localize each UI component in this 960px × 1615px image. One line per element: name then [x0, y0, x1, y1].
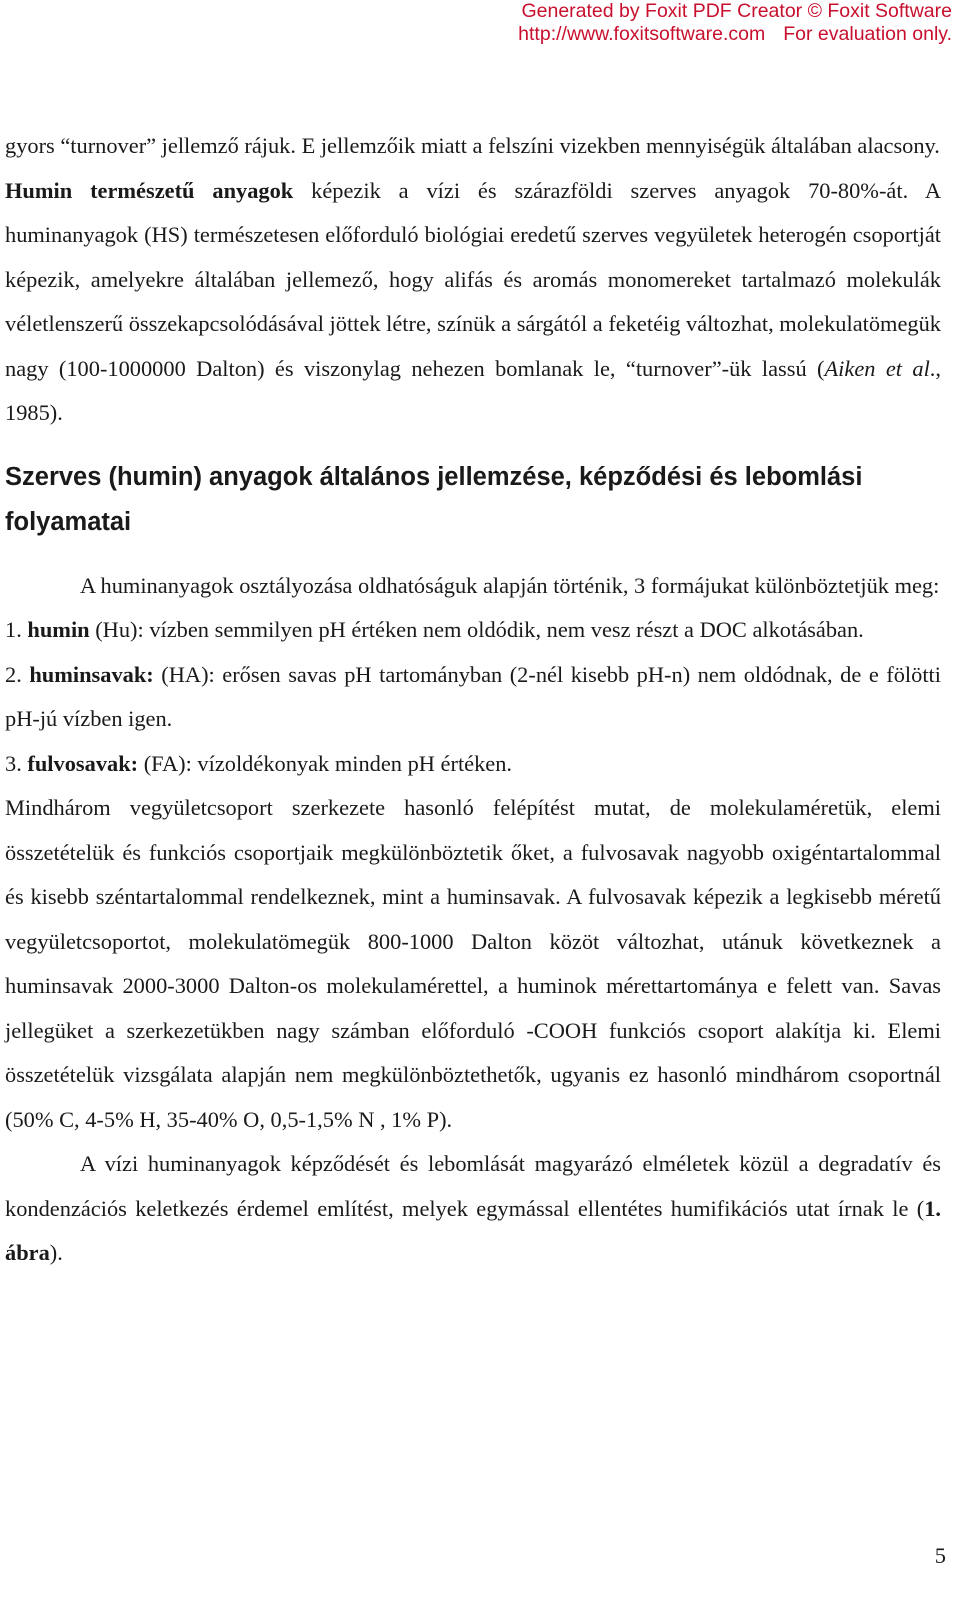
structure-paragraph: Mindhárom vegyületcsoport szerkezete hasonló felépítést mutat, de molekulaméretük, elemi összetételük és funkciós csoportjaik megkülönböztetik őket, a fulvosavak nagyobb oxigéntartalommal és kisebb széntartalommal rendelkeznek, mint a huminsavak. A fulvosavak képezik a legkisebb méretű vegyületcsoportot, molekulatömegük 800-1000 Dalton közöt változhat, utánuk következnek a huminsavak 2000-3000 Dalton-os molekulamérettel, a huminok mérettartománya e felett van. Savas jellegüket a szerkezetükben nagy számban előforduló -COOH funkciós csoport alakítja ki. Elemi összetételük vizsgálata alapján nem megkülönböztethetők, ugyanis ez hasonló mindhárom csoportnál (50% C, 4-5% H, 35-40% O, 0,5-1,5% N , 1% P). [5, 795, 941, 1132]
list-item-term: huminsavak: [29, 661, 154, 687]
watermark-line-1: Generated by Foxit PDF Creator © Foxit Software [521, 0, 952, 22]
citation-authors: Aiken et al [824, 355, 930, 381]
theories-paragraph [5, 1142, 941, 1276]
page-number: 5 [934, 1543, 946, 1568]
list-item-fulvosavak [5, 742, 941, 787]
intro-paragraph-2 [5, 169, 941, 436]
watermark-eval: For evaluation only. [783, 23, 952, 45]
list-item-humin [5, 608, 941, 653]
list-item-number: 3. [5, 750, 28, 776]
list-item-text: (FA): vízoldékonyak minden pH értéken. [138, 750, 513, 776]
classification-paragraph: A huminanyagok osztályozása oldhatóságuk alapján történik, 3 formájukat különböztetjük meg: [80, 572, 940, 598]
foxit-watermark [518, 0, 952, 46]
intro-paragraph-1: gyors “turnover” jellemző rájuk. E jellemzőik miatt a felszíni vizekben mennyiségük általában alacsony. [5, 133, 940, 158]
page-body [5, 124, 941, 1276]
watermark-line-2 [518, 23, 952, 46]
watermark-url: http://www.foxitsoftware.com [518, 23, 766, 45]
list-item-text: (HA): erősen savas pH tartományban (2-nél kisebb pH-n) nem oldódnak, de e fölötti pH-jú vízben igen. [5, 661, 941, 731]
section-heading: Szerves (humin) anyagok általános jellemzése, képződési és lebomlási folyamatai [5, 462, 863, 536]
theories-text-end: ). [49, 1240, 63, 1265]
list-item-huminsavak [5, 653, 941, 742]
list-item-number: 2. [5, 661, 30, 687]
list-item-number: 1. [5, 617, 28, 642]
list-item-term: humin [27, 617, 90, 642]
figure-reference: 1. ábra [5, 1195, 941, 1265]
citation-year: ., 1985). [5, 355, 941, 425]
list-item-term: fulvosavak: [27, 750, 139, 776]
humin-term: Humin természetű anyagok [5, 177, 294, 203]
list-item-text: (Hu): vízben semmilyen pH értéken nem oldódik, nem vesz részt a DOC alkotásában. [89, 617, 864, 642]
theories-text: A vízi huminanyagok képződését és lebomlását magyarázó elméletek közül a degradatív és kondenzációs keletkezés érdemel említést, melyek egymással ellentétes humifikációs utat írnak le ( [5, 1151, 941, 1221]
intro-paragraph-2-text: képezik a vízi és szárazföldi szerves anyagok 70-80%-át. A huminanyagok (HS) természetesen előforduló biológiai eredetű szerves vegyületek heterogén csoportját képezik, amelyekre általában jellemező, hogy alifás és aromás monomereket tartalmazó molekulák véletlenszerű összekapcsolódásával jöttek létre, színük a sárgától a feketéig változhat, molekulatömegük nagy (100-1000000 Dalton) és viszonylag nehezen bomlanak le, “turnover”-ük lassú ( [5, 177, 941, 381]
